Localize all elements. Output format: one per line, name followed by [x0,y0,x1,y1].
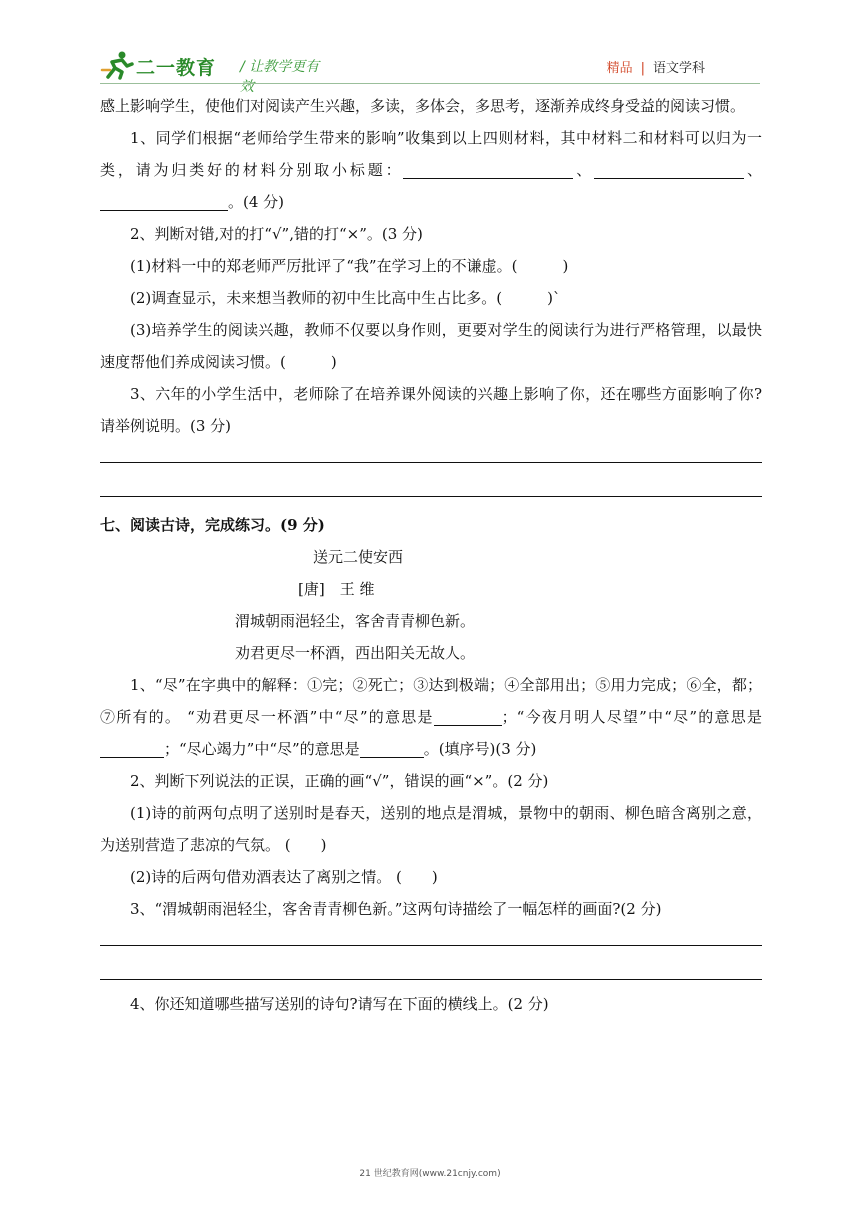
question-3: 3、六年的小学生活中，老师除了在培养课外阅读的兴趣上影响了你，还在哪些方面影响了你?请举例说明。(3 分) [100,385,762,435]
answer-line[interactable] [100,925,762,946]
section-7-title: 七、阅读古诗，完成练习。(9 分) [100,516,325,534]
answer-blank[interactable] [100,739,164,758]
section-7-question-2-item-2: (2)诗的后两句借劝酒表达了离别之情。 ( ) [130,868,438,886]
answer-blank[interactable] [434,707,502,726]
poem-line-1: 渭城朝雨浥轻尘，客舍青青柳色新。 [235,612,476,630]
header-tags [607,57,705,76]
header-divider [100,83,760,84]
section-7-question-2: 2、判断下列说法的正误，正确的画“√”，错误的画“×”。(2 分) [130,772,549,790]
answer-blank[interactable] [403,160,573,179]
s7q1-part-b: ；“今夜月明人尽望”中“尽”的意思是 [501,708,762,726]
question-1 [100,122,762,218]
comma-separator: 、 [573,161,595,179]
document-body [100,90,762,1020]
answer-blank[interactable] [360,739,424,758]
runner-logo-icon [100,50,136,80]
subject-tag: 语文学科 [652,61,705,76]
answer-line[interactable] [100,946,762,980]
section-7-question-4: 4、你还知道哪些描写送别的诗句?请写在下面的横线上。(2 分) [130,995,549,1013]
section-7-question-2-item-1: (1)诗的前两句点明了送别时是春天，送别的地点是渭城，景物中的朝雨、柳色暗含离别之意，为送别营造了悲凉的气氛。 ( ) [100,804,762,854]
logo [100,50,330,95]
s7q1-part-c: ；“尽心竭力”中“尽”的意思是 [164,740,360,758]
intro-continuation: 感上影响学生，使他们对阅读产生兴趣，多读，多体会，多思考，逐渐养成终身受益的阅读习惯。 [100,97,746,115]
answer-line[interactable] [100,442,762,463]
answer-line[interactable] [100,463,762,497]
question-2-item-2: (2)调查显示，未来想当教师的初中生比高中生占比多。( )` [130,289,561,307]
question-2: 2、判断对错,对的打“√”,错的打“×”。(3 分) [130,225,423,243]
quality-tag: 精品 [606,61,633,76]
logo-text: 二一教育 [136,57,217,79]
page-footer: 21 世纪教育网(www.21cnjy.com) [359,1169,501,1179]
s7q1-part-d: 。(填序号)(3 分) [423,740,537,758]
section-7-question-1 [100,669,762,765]
question-1-end: 。(4 分) [228,193,285,211]
comma-separator: 、 [744,161,762,179]
poem-title: 送元二使安西 [313,548,404,566]
poem-line-2: 劝君更尽一杯酒，西出阳关无故人。 [235,644,476,662]
answer-blank[interactable] [100,192,228,211]
question-1-text: 1、同学们根据“老师给学生带来的影响”收集到以上四则材料，其中材料二和材料可以归为一类，请为归类好的材料分别取小标题： [100,129,762,179]
answer-blank[interactable] [686,160,744,179]
answer-blank[interactable] [594,160,686,179]
question-2-item-3: (3)培养学生的阅读兴趣，教师不仅要以身作则，更要对学生的阅读行为进行严格管理，以最快速度帮他们养成阅读习惯。( ) [100,321,762,371]
question-2-item-1: (1)材料一中的郑老师严厉批评了“我”在学习上的不谦虚。( ) [130,257,569,275]
section-7-question-3: 3、“渭城朝雨浥轻尘，客舍青青柳色新。”这两句诗描绘了一幅怎样的画面?(2 分) [130,900,662,918]
s7q1-part-a: 1、“尽”在字典中的解释：①完；②死亡；③达到极端；④全部用出；⑤用力完成；⑥全，都；⑦所有的。 “劝君更尽一杯酒”中“尽”的意思是 [100,676,762,726]
slogan: / 让教学更有效 [240,59,320,95]
page-header [100,50,760,95]
poem-author: [唐] 王 维 [298,580,375,598]
header-separator: | [640,61,645,76]
